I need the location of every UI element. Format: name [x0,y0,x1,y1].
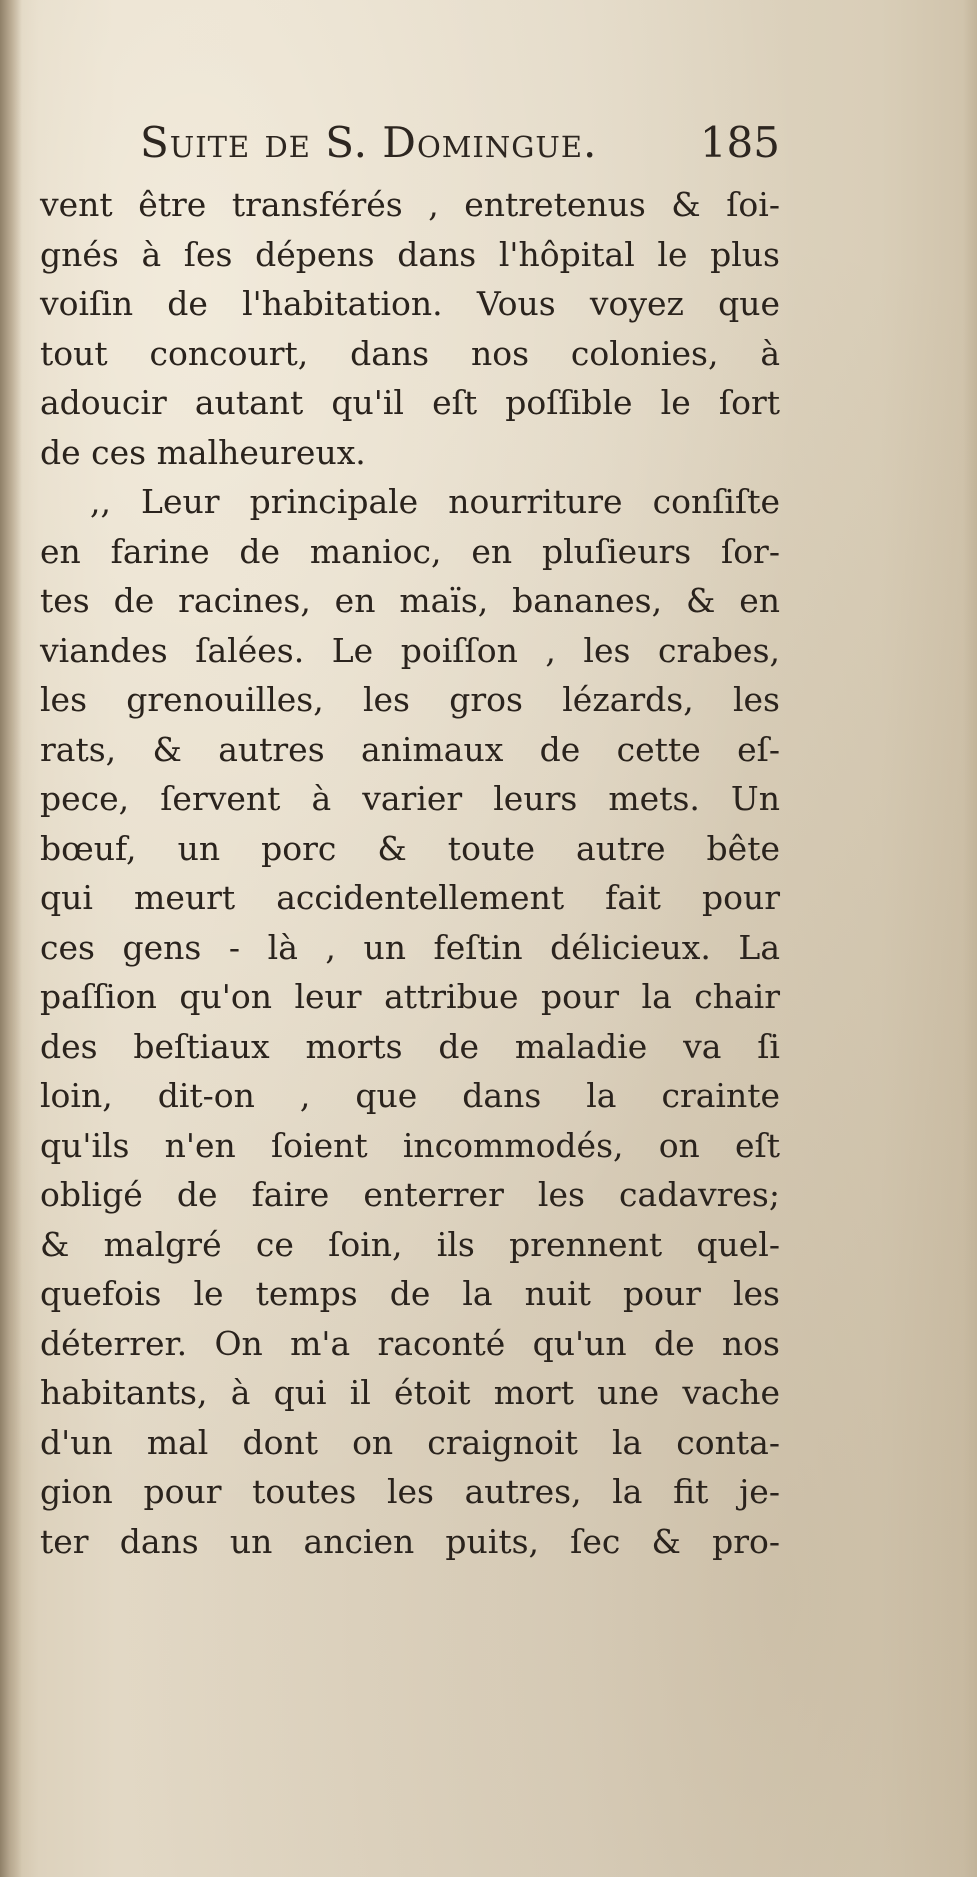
text-line: rats, & autres animaux de cette eſ- [40,729,780,769]
text-line: qu'ils n'en ſoient incommodés, on eſt [40,1125,780,1165]
text-line: d'un mal dont on craignoit la conta- [40,1422,780,1462]
text-line: ces gens - là , un feſtin délicieux. La [40,927,780,967]
body-text [40,180,780,1566]
text-line: qui meurt accidentellement fait pour [40,878,780,917]
page-number: 185 [699,118,780,167]
text-line: ,, Leur principale nourriture conſiſte [90,482,780,521]
text-line: habitants, à qui il étoit mort une vache [40,1373,780,1412]
text-line: voiſin de l'habitation. Vous voyez que [40,284,780,323]
text-line: tes de racines, en maïs, bananes, & en [40,581,780,620]
page-gutter-shadow [0,0,22,1877]
text-line: gnés à ſes dépens dans l'hôpital le plus [40,234,780,274]
text-line: des beſtiaux morts de maladie va ſi [40,1026,780,1066]
text-line: viandes ſalées. Le poiſſon , les crabes, [40,630,780,670]
text-line: tout concourt, dans nos colonies, à [40,333,780,373]
text-line: en farine de manioc, en pluſieurs ſor- [40,531,780,571]
text-line: les grenouilles, les gros lézards, les [40,680,780,719]
text-line: & malgré ce ſoin, ils prennent quel- [40,1224,780,1264]
text-line: déterrer. On m'a raconté qu'un de nos [40,1323,780,1363]
text-line: obligé de faire enterrer les cadavres; [40,1175,780,1214]
text-line: paſſion qu'on leur attribue pour la chair [40,977,780,1016]
text-line: loin, dit-on , que dans la crainte [40,1076,780,1115]
text-line: vent être transférés , entretenus & ſoi- [40,185,780,224]
text-line: bœuf, un porc & toute autre bête [40,828,780,868]
page-edge-shadow [963,0,977,1877]
text-line: de ces malheureux. [40,432,366,472]
text-line: ter dans un ancien puits, ſec & pro- [40,1521,780,1561]
text-line: adoucir autant qu'il eſt poſſible le ſort [40,383,780,422]
text-line: pece, ſervent à varier leurs mets. Un [40,779,780,818]
text-line: quefois le temps de la nuit pour les [40,1274,780,1313]
text-line: gion pour toutes les autres, la fit je- [40,1472,780,1511]
running-head: Suite de S. Domingue. [140,118,598,167]
page-header [140,118,780,178]
